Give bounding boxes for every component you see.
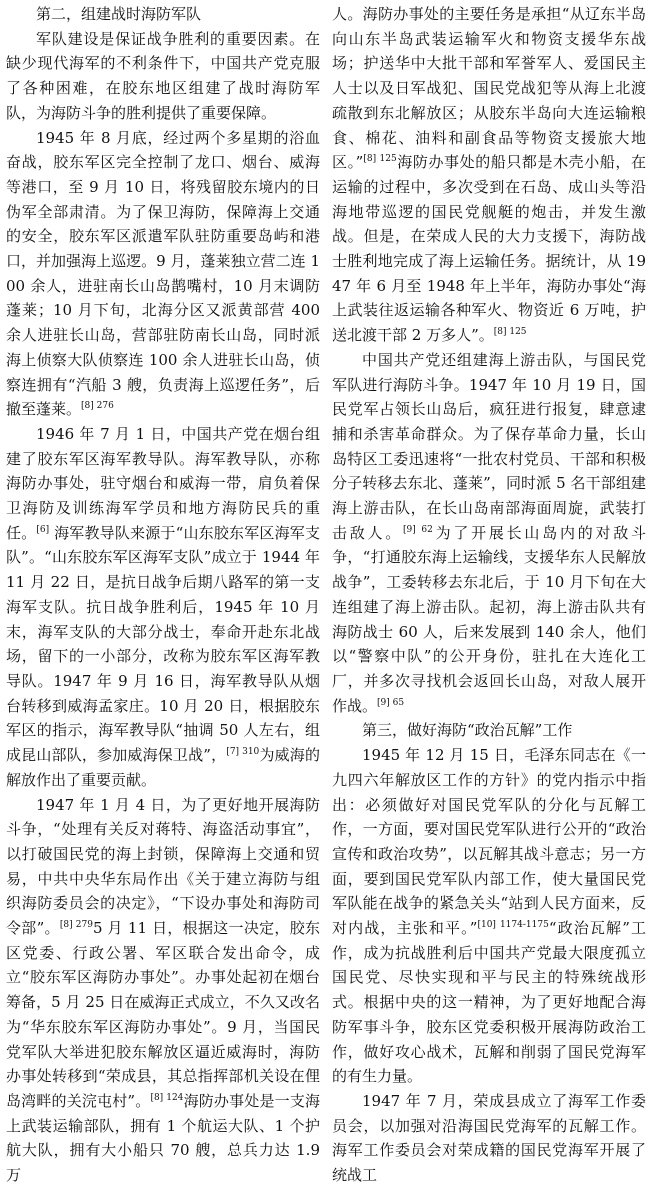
- paragraph-text: 海防办事处是一支海上武装运输部队，拥有 1 个航运大队、1 个护航大队，拥有大小船只 70 艘，总兵力达 1.9 万: [6, 1091, 320, 1185]
- paragraph: [6, 793, 320, 1188]
- paragraph-text: 海防办事处的船只都是木壳小船，在运输的过程中，多次受到在石岛、成山头等沿海地带巡逻的国民党舰艇的炮击，并发生激战。但是，在荣成人民的大力支援下，海防战士胜利地完成了海上运输任务。据统计，从 1947 年 6 月至 1948 年上半年，海防办事处“海上武装往返运输各种军火、物资近 6 万吨，护送北渡干部 2 万多人”。: [332, 153, 646, 345]
- paragraph-text: 1945 年 12 月 15 日，毛泽东同志在《一九四六年解放区工作的方针》的党内指示中指出：必须做好对国民党军队的分化与瓦解工作，一方面，要对国民党军队进行公开的“政治宣传和政治攻势”，以瓦解其战斗意志；另一方面，要到国民党军队内部工作，使大量国民党军队能在战争的紧急关头“站到人民方面来，反对内战，主张和平。”: [332, 746, 646, 938]
- citation: [8] 279: [59, 920, 93, 931]
- citation: [8] 276: [81, 401, 114, 412]
- paragraph-text: 中国共产党还组建海上游击队，与国民党军队进行海防斗争。1947 年 10 月 19 日，国民党军占领长山岛后，疯狂进行报复，肆意逮捕和杀害革命群众。为了保存革命力量，长山岛特区工委迅速将“一批农村党员、干部和积极分子转移去东北、蓬莱”，同时派 5 名干部组建海上游击队，在长山岛南部海面周旋，武装打击敌人。: [332, 350, 646, 542]
- right-column: [332, 2, 647, 1185]
- paragraph-text: 海军教导队来源于“山东胶东军区海军支队”。“山东胶东军区海军支队”成立于 1944 年 11 月 22 日，是抗日战争后期八路军的第一支海军支队。抗日战争胜利后，1945 年 10 月末，海军支队的大部分战士，奉命开赴东北战场，留下的一小部分，改称为胶东军区海军教导队。1947 年 9 月 16 日，海军教导队从烟台转移到威海孟家庄。10 月 20 日，根据胶东军区的指示，海军教导队“抽调 50 人左右，组成昆山部队，参加威海保卫战”，: [6, 523, 320, 765]
- section-heading-two: 第二，组建战时海防军队: [36, 5, 202, 23]
- citation: [10] 1174-1175: [477, 920, 549, 931]
- citation: [6]: [36, 524, 50, 535]
- paragraph: [332, 743, 646, 1089]
- citation: [8] 125: [493, 327, 527, 338]
- paragraph: 1947 年 7 月，荣成县成立了海军工作委员会，以加强对沿海国民党海军的瓦解工作。海军工作委员会对荣成籍的国民党海军开展了统战工: [332, 1091, 646, 1185]
- citation: [8] 124: [150, 1092, 184, 1103]
- section-heading-three: 第三，做好海防“政治瓦解”工作: [362, 721, 573, 740]
- left-column: [6, 2, 321, 1185]
- citation: [8] 125: [363, 154, 397, 165]
- paragraph: [6, 422, 320, 793]
- citation: [9] 65: [377, 697, 405, 708]
- paragraph-text: 1947 年 1 月 4 日，为了更好地开展海防斗争，“处理有关反对蒋特、海盗活动事宜”，以打破国民党的海上封锁，保障海上交通和贸易，中共中央华东局作出《关于建立海防与组织海防委员会的决定》，“下设办事处和海防司令部”。: [6, 795, 320, 938]
- paragraph-text: 5 月 11 日，根据这一决定，胶东区党委、行政公署、军区联合发出命令，成立“胶东军区海防办事处”。办事处起初在烟台筹备，5 月 25 日在威海正式成立，不久又改名为“华东胶东军区海防办事处”。9 月，当国民党军队大举进犯胶东解放区逼近威海时，海防办事处转移到“荣成县，其总指挥部机关设在俚岛湾畔的关浣屯村”。: [6, 919, 321, 1110]
- citation: [9] 62: [403, 524, 433, 535]
- paragraph: [332, 348, 646, 719]
- citation: [7] 310: [226, 747, 260, 758]
- paragraph-text: 1945 年 8 月底，经过两个多星期的浴血奋战，胶东军区完全控制了龙口、烟台、威海等港口，至 9 月 10 日，将残留胶东境内的日伪军全部肃清。为了保卫海防，保障海上交通的安全，胶东军区派遣军队驻防重要岛屿和港口，并加强海上巡逻。9 月，蓬莱独立营二连 100 余人，进驻南长山岛鹊嘴村，10 月末调防蓬莱；10 月下旬，北海分区又派黄部营 400 余人进驻长山岛，营部驻防南长山岛，同时派海上侦察大队侦察连 100 余人进驻长山岛，侦察连拥有“汽船 3 艘，负责海上巡逻任务”，后撤至蓬莱。: [6, 128, 320, 419]
- paragraph-text: 为了开展长山岛内的对敌斗争，“打通胶东海上运输线，支援华东人民解放战争”，工委转移去东北后，于 10 月下旬在大连组建了海上游击队。起初，海上游击队共有海防战士 60 人，后来发展到 140 余人，他们以“警察中队”的公开身份，驻扎在大连化工厂，并多次寻找机会返回长山岛，对敌人展开作战。: [332, 523, 646, 715]
- paragraph: [6, 126, 320, 422]
- paragraph: 军队建设是保证战争胜利的重要因素。在缺少现代海军的不利条件下，中国共产党克服了各种困难，在胶东地区组建了战时海防军队，为海防斗争的胜利提供了重要保障。: [6, 29, 320, 122]
- paragraph-text: 人。海防办事处的主要任务是承担“从辽东半岛向山东半岛武装运输军火和物资支援华东战场；护送华中大批干部和军誉军人、爱国民主人士以及日军战犯、国民党战犯等从海上北渡疏散到东北解放区；从胶东半岛向大连运输粮食、棉花、油料和副食品等物资支援旅大地区。”: [332, 5, 646, 172]
- paragraph-text: 1946 年 7 月 1 日，中国共产党在烟台组建了胶东军区海军教导队。海军教导队，亦称海防办事处，驻守烟台和威海一带，肩负着保卫海防及训练海军学员和地方海防民兵的重任。: [6, 424, 320, 542]
- paragraph-text: 为威海的解放作出了重要贡献。: [6, 746, 320, 789]
- paragraph-continued: [332, 2, 646, 348]
- paragraph-text: “政治瓦解”工作，成为抗战胜利后中国共产党最大限度孤立国民党、尽快实现和平与民主的特殊统战形式。根据中央的这一精神，为了更好地配合海防军事斗争，胶东区党委积极开展海防政治工作，做好攻心战术，瓦解和削弱了国民党海军的有生力量。: [332, 919, 647, 1086]
